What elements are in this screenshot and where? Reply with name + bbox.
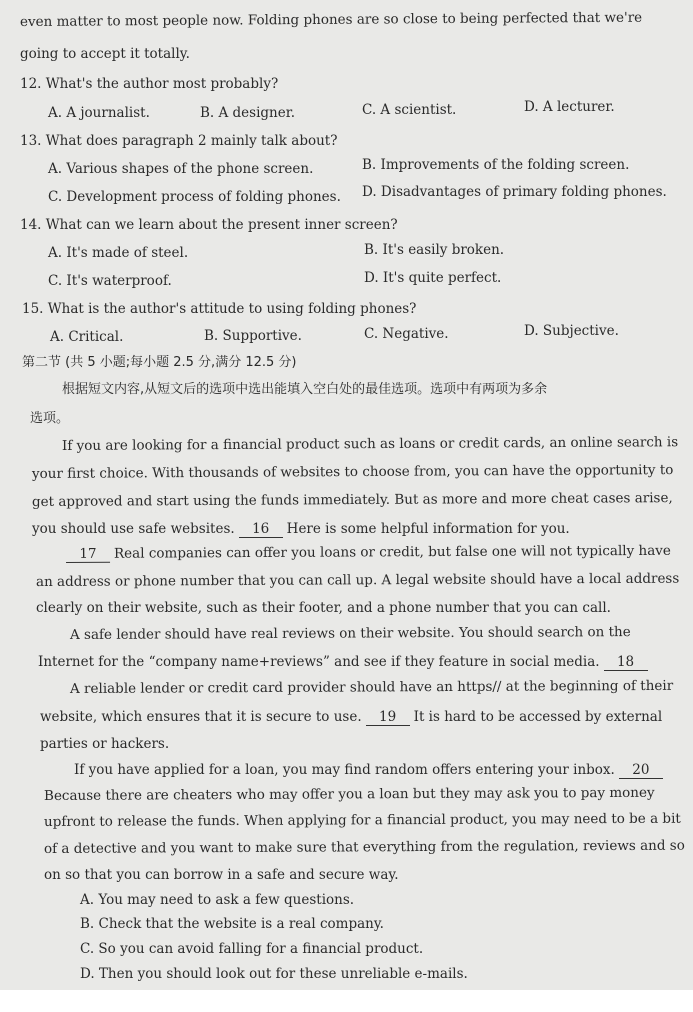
question-option: B. Supportive. [204,328,302,344]
section-instructions: 选项。 [30,411,70,426]
question-option: D. Subjective. [524,323,619,339]
passage-line [62,542,671,563]
question-option: B. A designer. [200,105,296,121]
passage-text: you should use safe websites. [32,521,235,537]
question-stem: 14. What can we learn about the present inner screen? [20,217,398,233]
passage-line: upfront to release the funds. When applying for a financial product, you may need to be a bit [43,810,681,830]
blank-18[interactable]: 18 [604,655,648,671]
blank-20[interactable]: 20 [619,763,663,779]
question-option: B. Improvements of the folding screen. [362,157,630,173]
question-option: A. It's made of steel. [48,245,189,261]
passage-line [32,520,570,538]
passage-line: clearly on their website, such as their footer, and a phone number that you can call. [36,600,611,616]
question-option: C. Negative. [364,326,449,342]
choice-d: D. Then you should look out for these unreliable e-mails. [80,966,468,982]
question-stem: 15. What is the author's attitude to using folding phones? [22,301,417,317]
question-option: C. A scientist. [362,102,457,118]
passage-line: your first choice. With thousands of websites to choose from, you can have the opportunity to [31,462,674,482]
passage-text: Here is some helpful information for you. [286,521,570,537]
passage-line: even matter to most people now. Folding phones are so close to being perfected that we're [19,9,643,30]
question-option: D. Disadvantages of primary folding phones. [362,184,667,200]
passage-text: website, which ensures that it is secure to use. [40,709,362,725]
question-stem: 13. What does paragraph 2 mainly talk about? [20,133,338,149]
question-option: B. It's easily broken. [364,242,505,258]
question-option: C. Development process of folding phones. [48,189,341,205]
passage-line: Because there are cheaters who may offer you a loan but they may ask you to pay money [43,784,655,804]
passage-line [74,761,667,779]
question-option: A. Various shapes of the phone screen. [48,161,314,177]
question-option: A. A journalist. [48,105,150,121]
question-option: D. A lecturer. [524,99,615,115]
passage-text: Internet for the “company name+reviews” and see if they feature in social media. [38,654,600,670]
passage-line: get approved and start using the funds immediately. But as more and more cheat cases arise, [31,490,673,510]
passage-line: an address or phone number that you can call up. A legal website should have a local address [35,570,680,590]
passage-text: Real companies can offer you loans or credit, but false one will not typically have [113,542,671,562]
blank-16[interactable]: 16 [239,522,283,538]
choice-b: B. Check that the website is a real company. [80,916,384,932]
question-option: A. Critical. [50,329,124,345]
choice-a: A. You may need to ask a few questions. [80,892,355,908]
section-header: 第二节 (共 5 小题;每小题 2.5 分,满分 12.5 分) [22,355,297,370]
choice-c: C. So you can avoid falling for a financial product. [80,941,424,957]
section-instructions: 根据短文内容,从短文后的选项中选出能填入空白处的最佳选项。选项中有两项为多余 [62,382,548,397]
blank-17[interactable]: 17 [66,547,110,563]
passage-line [40,708,662,726]
blank-19[interactable]: 19 [366,710,410,726]
passage-line: parties or hackers. [40,736,170,752]
passage-line: going to accept it totally. [20,46,190,62]
passage-text: It is hard to be accessed by external [413,709,663,725]
passage-text: If you have applied for a loan, you may find random offers entering your inbox. [74,762,615,778]
passage-line: of a detective and you want to make sure that everything from the regulation, reviews and so [43,837,685,857]
passage-line: on so that you can borrow in a safe and secure way. [44,867,399,883]
passage-line: A reliable lender or credit card provider should have an https// at the beginning of their [69,677,674,697]
question-option: C. It's waterproof. [48,273,172,289]
question-stem: 12. What's the author most probably? [20,76,279,92]
passage-line [38,653,652,671]
question-option: D. It's quite perfect. [364,270,502,286]
passage-line: A safe lender should have real reviews on their website. You should search on the [69,624,631,643]
passage-line: If you are looking for a financial product such as loans or credit cards, an online search is [61,434,679,454]
